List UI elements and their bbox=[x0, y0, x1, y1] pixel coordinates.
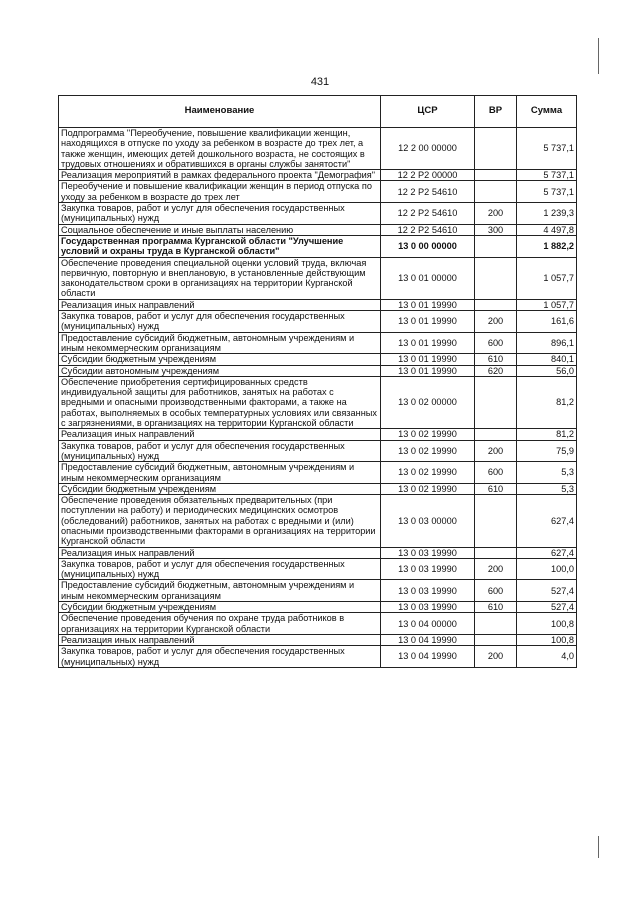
cell-sum: 100,8 bbox=[517, 613, 577, 635]
cell-vr: 610 bbox=[475, 483, 517, 494]
cell-csr: 13 0 02 00000 bbox=[381, 376, 475, 428]
cell-csr: 12 2 00 00000 bbox=[381, 128, 475, 170]
cell-name: Обеспечение проведения обязательных предварительных (при поступлении на работу) и периодических медицинских осмотров (обследований) работников, занятых на работах с вредными и (или) опасными производственными факторами в организациях на территории Курганской области bbox=[59, 495, 381, 547]
table-row bbox=[59, 365, 577, 376]
budget-table bbox=[58, 95, 577, 668]
table-row bbox=[59, 257, 577, 299]
table-row bbox=[59, 462, 577, 484]
cell-name: Субсидии бюджетным учреждениям bbox=[59, 602, 381, 613]
cell-csr: 13 0 02 19990 bbox=[381, 483, 475, 494]
cell-csr: 13 0 02 19990 bbox=[381, 462, 475, 484]
cell-name: Реализация иных направлений bbox=[59, 299, 381, 310]
cell-name: Переобучение и повышение квалификации женщин в период отпуска по уходу за ребенком в возрасте до трех лет bbox=[59, 181, 381, 203]
scan-edge-mark-lower bbox=[598, 836, 599, 858]
cell-csr: 12 2 P2 54610 bbox=[381, 224, 475, 235]
cell-sum: 1 057,7 bbox=[517, 257, 577, 299]
table-row bbox=[59, 429, 577, 440]
table-row bbox=[59, 181, 577, 203]
cell-sum: 1 057,7 bbox=[517, 299, 577, 310]
cell-sum: 5,3 bbox=[517, 462, 577, 484]
table-row bbox=[59, 235, 577, 257]
cell-vr: 200 bbox=[475, 203, 517, 225]
cell-sum: 75,9 bbox=[517, 440, 577, 462]
cell-name: Обеспечение приобретения сертифицированных средств индивидуальной защиты для работников, занятых на работах с вредными и опасными производственными факторами, а также на работах, выполняемых в особых температурных условиях или связанных с загрязнениями, в организациях на территории Курганской области bbox=[59, 376, 381, 428]
cell-vr bbox=[475, 634, 517, 645]
cell-csr: 13 0 02 19990 bbox=[381, 429, 475, 440]
table-row bbox=[59, 440, 577, 462]
cell-sum: 896,1 bbox=[517, 332, 577, 354]
table-row bbox=[59, 634, 577, 645]
cell-name: Субсидии бюджетным учреждениям bbox=[59, 483, 381, 494]
table-row bbox=[59, 646, 577, 668]
cell-vr: 200 bbox=[475, 558, 517, 580]
cell-csr: 13 0 04 19990 bbox=[381, 634, 475, 645]
header-name: Наименование bbox=[59, 96, 381, 128]
cell-vr bbox=[475, 429, 517, 440]
cell-vr bbox=[475, 495, 517, 547]
cell-sum: 527,4 bbox=[517, 602, 577, 613]
cell-csr: 13 0 03 19990 bbox=[381, 547, 475, 558]
header-sum: Сумма bbox=[517, 96, 577, 128]
cell-name: Предоставление субсидий бюджетным, автономным учреждениям и иным некоммерческим организациям bbox=[59, 580, 381, 602]
cell-csr: 13 0 01 19990 bbox=[381, 299, 475, 310]
cell-name: Подпрограмма "Переобучение, повышение квалификации женщин, находящихся в отпуске по уходу за ребенком в возрасте до трех лет, а также женщин, имеющих детей дошкольного возраста, не состоящих в трудовых отношениях и обратившихся в органы службы занятости" bbox=[59, 128, 381, 170]
cell-name: Субсидии бюджетным учреждениям bbox=[59, 354, 381, 365]
cell-csr: 13 0 04 00000 bbox=[381, 613, 475, 635]
cell-csr: 13 0 03 19990 bbox=[381, 558, 475, 580]
cell-sum: 1 239,3 bbox=[517, 203, 577, 225]
cell-sum: 4 497,8 bbox=[517, 224, 577, 235]
table-header-row bbox=[59, 96, 577, 128]
cell-name: Реализация иных направлений bbox=[59, 634, 381, 645]
cell-name: Предоставление субсидий бюджетным, автономным учреждениям и иным некоммерческим организациям bbox=[59, 332, 381, 354]
header-csr: ЦСР bbox=[381, 96, 475, 128]
cell-name: Обеспечение проведения обучения по охране труда работников в организациях на территории Курганской области bbox=[59, 613, 381, 635]
cell-vr: 200 bbox=[475, 311, 517, 333]
cell-sum: 5 737,1 bbox=[517, 170, 577, 181]
table-row bbox=[59, 602, 577, 613]
cell-name: Закупка товаров, работ и услуг для обеспечения государственных (муниципальных) нужд bbox=[59, 311, 381, 333]
cell-name: Закупка товаров, работ и услуг для обеспечения государственных (муниципальных) нужд bbox=[59, 203, 381, 225]
cell-vr: 300 bbox=[475, 224, 517, 235]
cell-sum: 5 737,1 bbox=[517, 128, 577, 170]
cell-csr: 13 0 01 00000 bbox=[381, 257, 475, 299]
table-row bbox=[59, 128, 577, 170]
table-row bbox=[59, 203, 577, 225]
cell-sum: 627,4 bbox=[517, 547, 577, 558]
cell-name: Обеспечение проведения специальной оценки условий труда, включая первичную, повторную и внеплановую, в установленные действующим законодательством сроки в организациях на территории Курганской области bbox=[59, 257, 381, 299]
cell-vr bbox=[475, 235, 517, 257]
table-row bbox=[59, 311, 577, 333]
table-row bbox=[59, 613, 577, 635]
table-row bbox=[59, 170, 577, 181]
table-row bbox=[59, 558, 577, 580]
cell-csr: 13 0 01 19990 bbox=[381, 365, 475, 376]
cell-vr bbox=[475, 376, 517, 428]
cell-name: Закупка товаров, работ и услуг для обеспечения государственных (муниципальных) нужд bbox=[59, 558, 381, 580]
cell-name: Предоставление субсидий бюджетным, автономным учреждениям и иным некоммерческим организациям bbox=[59, 462, 381, 484]
cell-csr: 12 2 P2 54610 bbox=[381, 203, 475, 225]
table-row bbox=[59, 299, 577, 310]
cell-name: Субсидии автономным учреждениям bbox=[59, 365, 381, 376]
cell-vr bbox=[475, 547, 517, 558]
cell-vr bbox=[475, 613, 517, 635]
cell-vr: 610 bbox=[475, 602, 517, 613]
cell-vr bbox=[475, 257, 517, 299]
cell-csr: 13 0 03 19990 bbox=[381, 580, 475, 602]
cell-name: Реализация мероприятий в рамках федерального проекта "Демография" bbox=[59, 170, 381, 181]
cell-vr bbox=[475, 181, 517, 203]
cell-vr bbox=[475, 128, 517, 170]
cell-name: Реализация иных направлений bbox=[59, 547, 381, 558]
table-row bbox=[59, 354, 577, 365]
table-row bbox=[59, 376, 577, 428]
cell-vr bbox=[475, 299, 517, 310]
table-row bbox=[59, 580, 577, 602]
scan-edge-mark bbox=[598, 38, 599, 74]
cell-sum: 81,2 bbox=[517, 429, 577, 440]
cell-sum: 100,0 bbox=[517, 558, 577, 580]
cell-csr: 13 0 03 00000 bbox=[381, 495, 475, 547]
cell-vr: 600 bbox=[475, 462, 517, 484]
cell-vr: 200 bbox=[475, 440, 517, 462]
cell-sum: 627,4 bbox=[517, 495, 577, 547]
cell-name: Закупка товаров, работ и услуг для обеспечения государственных (муниципальных) нужд bbox=[59, 440, 381, 462]
table-row bbox=[59, 483, 577, 494]
cell-vr: 600 bbox=[475, 580, 517, 602]
cell-name: Реализация иных направлений bbox=[59, 429, 381, 440]
cell-vr: 200 bbox=[475, 646, 517, 668]
cell-csr: 13 0 04 19990 bbox=[381, 646, 475, 668]
cell-csr: 13 0 03 19990 bbox=[381, 602, 475, 613]
cell-vr: 600 bbox=[475, 332, 517, 354]
cell-sum: 161,6 bbox=[517, 311, 577, 333]
header-vr: ВР bbox=[475, 96, 517, 128]
cell-csr: 13 0 01 19990 bbox=[381, 354, 475, 365]
cell-name: Социальное обеспечение и иные выплаты населению bbox=[59, 224, 381, 235]
cell-vr bbox=[475, 170, 517, 181]
cell-sum: 4,0 bbox=[517, 646, 577, 668]
cell-name: Закупка товаров, работ и услуг для обеспечения государственных (муниципальных) нужд bbox=[59, 646, 381, 668]
table-row bbox=[59, 547, 577, 558]
cell-csr: 13 0 00 00000 bbox=[381, 235, 475, 257]
table-row bbox=[59, 495, 577, 547]
cell-sum: 840,1 bbox=[517, 354, 577, 365]
cell-sum: 527,4 bbox=[517, 580, 577, 602]
cell-sum: 100,8 bbox=[517, 634, 577, 645]
cell-csr: 13 0 01 19990 bbox=[381, 311, 475, 333]
page-number: 431 bbox=[310, 76, 330, 88]
cell-csr: 12 2 P2 00000 bbox=[381, 170, 475, 181]
cell-sum: 1 882,2 bbox=[517, 235, 577, 257]
cell-sum: 81,2 bbox=[517, 376, 577, 428]
table-body bbox=[59, 128, 577, 668]
cell-sum: 5,3 bbox=[517, 483, 577, 494]
cell-vr: 620 bbox=[475, 365, 517, 376]
cell-sum: 5 737,1 bbox=[517, 181, 577, 203]
cell-csr: 13 0 02 19990 bbox=[381, 440, 475, 462]
table-row bbox=[59, 224, 577, 235]
cell-name: Государственная программа Курганской области "Улучшение условий и охраны труда в Курганской области" bbox=[59, 235, 381, 257]
cell-vr: 610 bbox=[475, 354, 517, 365]
table-row bbox=[59, 332, 577, 354]
cell-sum: 56,0 bbox=[517, 365, 577, 376]
cell-csr: 13 0 01 19990 bbox=[381, 332, 475, 354]
cell-csr: 12 2 P2 54610 bbox=[381, 181, 475, 203]
